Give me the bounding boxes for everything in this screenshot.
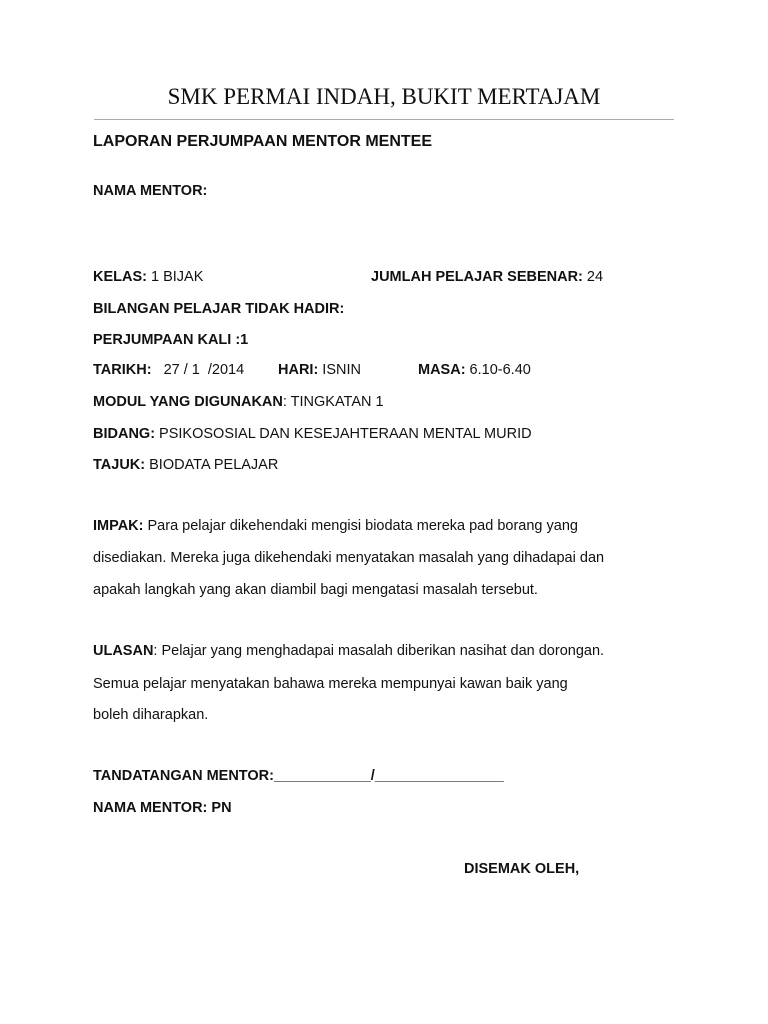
header-divider — [94, 119, 674, 120]
impak-line-3: apakah langkah yang akan diambil bagi mengatasi masalah tersebut. — [93, 582, 538, 598]
jumlah-row — [371, 269, 603, 285]
ulasan-line-1 — [93, 643, 604, 659]
hari-value: ISNIN — [318, 362, 361, 378]
report-title: LAPORAN PERJUMPAAN MENTOR MENTEE — [93, 133, 432, 150]
nama-mentor-label: NAMA MENTOR: — [93, 183, 208, 199]
jumlah-value: 24 — [582, 269, 604, 285]
tarikh-label: TARIKH: — [93, 362, 152, 378]
bidang-value: PSIKOSOSIAL DAN KESEJAHTERAAN MENTAL MURID — [155, 426, 532, 442]
tarikh-row — [93, 362, 244, 378]
ulasan-line-3: boleh diharapkan. — [93, 707, 209, 723]
kelas-row — [93, 269, 203, 285]
masa-row — [418, 362, 531, 378]
masa-label: MASA: — [418, 362, 466, 378]
hari-label: HARI: — [278, 362, 319, 378]
impak-line-1 — [93, 518, 578, 534]
jumlah-label: JUMLAH PELAJAR SEBENAR: — [371, 269, 583, 285]
bidang-label: BIDANG: — [93, 426, 156, 442]
disemak-oleh: DISEMAK OLEH, — [464, 861, 580, 877]
tandatangan-mentor: TANDATANGAN MENTOR:____________/________________ — [93, 768, 504, 784]
modul-value: : TINGKATAN 1 — [282, 394, 384, 410]
modul-label: MODUL YANG DIGUNAKAN — [93, 394, 283, 410]
modul-row — [93, 394, 384, 410]
impak-text-1: Para pelajar dikehendaki mengisi biodata mereka pad borang yang — [143, 518, 578, 534]
tajuk-label: TAJUK: — [93, 457, 146, 473]
perjumpaan-label: PERJUMPAAN KALI :1 — [93, 332, 249, 348]
ulasan-text-1: : Pelajar yang menghadapai masalah diberikan nasihat dan dorongan. — [153, 643, 605, 659]
ulasan-label: ULASAN — [93, 643, 154, 659]
kelas-value: 1 BIJAK — [146, 269, 204, 285]
tajuk-value: BIODATA PELAJAR — [145, 457, 279, 473]
tajuk-row — [93, 457, 278, 473]
bidang-row — [93, 426, 532, 442]
impak-line-2: disediakan. Mereka juga dikehendaki menyatakan masalah yang dihadapai dan — [93, 550, 605, 566]
tidak-hadir-label: BILANGAN PELAJAR TIDAK HADIR: — [93, 301, 345, 317]
kelas-label: KELAS: — [93, 269, 147, 285]
impak-label: IMPAK: — [93, 518, 144, 534]
tarikh-value: 27 / 1 /2014 — [163, 362, 245, 378]
nama-mentor-signature: NAMA MENTOR: PN — [93, 800, 232, 816]
masa-value: 6.10-6.40 — [465, 362, 531, 378]
hari-row — [278, 362, 361, 378]
school-name: SMK PERMAI INDAH, BUKIT MERTAJAM — [167, 84, 601, 109]
ulasan-line-2: Semua pelajar menyatakan bahawa mereka mempunyai kawan baik yang — [93, 676, 568, 692]
